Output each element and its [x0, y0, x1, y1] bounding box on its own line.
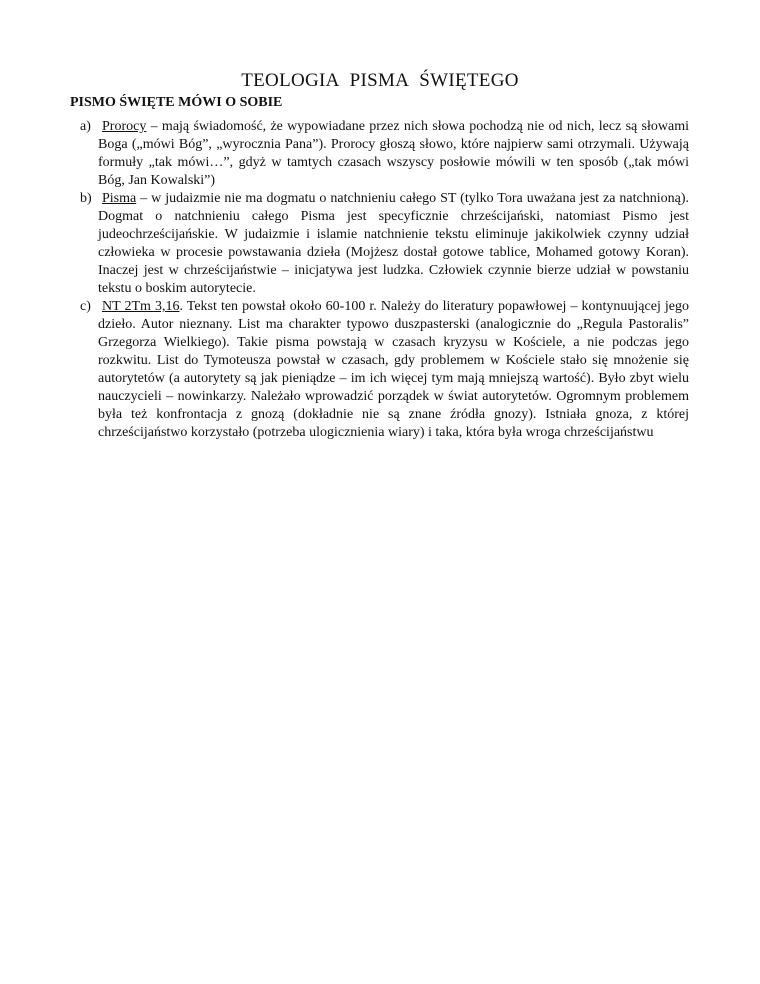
document-title: TEOLOGIA PISMA ŚWIĘTEGO — [241, 70, 519, 91]
list-item-c — [70, 298, 689, 442]
list-item-text: – w judaizmie nie ma dogmatu o natchnieniu całego ST (tylko Tora uważana jest za natchnioną). Dogmat o natchnieniu całego Pisma jest specyficznie chrześcijański, natomiast Pismo jest judeochrześcijańskie. W judaizmie i islamie natchnienie tekstu eliminuje jakikolwiek czynny udział człowieka w procesie powstawania dzieła (Mojżesz dostał gotowe tablice, Mohamed gotowy Koran). Inaczej jest w chrześcijaństwie – inicjatywa jest ludzka. Człowiek czynnie bierze udział w powstaniu tekstu o boskim autorytecie. — [98, 191, 689, 296]
list-item-text: . Tekst ten powstał około 60-100 r. Należy do literatury popawłowej – kontynuującej jego dzieło. Autor nieznany. List ma charakter typowo duszpasterski (analogicznie do „Regula Pastoralis” Grzegorza Wielkiego). Takie pisma powstają w czasach kryzysu w Kościele, a nie podczas jego rozkwitu. List do Tymoteusza powstał w czasach, gdy problemem w Kościele stało się mnożenie się autorytetów (a autorytety są jak pieniądze – im ich więcej tym mają mniejszą wartość). Było zbyt wielu nauczycieli – nowinkarzy. Należało wprowadzić porządek w świat autorytetów. Ogromnym problemem była też konfrontacja z gnozą (dokładnie nie są znane źródła gnozy). Istniała gnoza, z której chrześcijaństwo korzystało (potrzeba ulogicznienia wiary) i taka, która była wroga chrześcijaństwu — [98, 299, 689, 440]
list-marker: c) — [80, 299, 91, 314]
list-marker: a) — [80, 119, 91, 134]
section-heading: PISMO ŚWIĘTE MÓWI O SOBIE — [70, 95, 283, 110]
list-item-a — [70, 118, 689, 190]
list-item-text: – mają świadomość, że wypowiadane przez nich słowa pochodzą nie od nich, lecz są słowami Boga („mówi Bóg”, „wyrocznia Pana”). Prorocy głoszą słowo, które najpierw sami otrzymali. Używają formuły „tak mówi…”, gdyż w tamtych czasach wszyscy posłowie mówili w ten sposób („tak mówi Bóg, Jan Kowalski”) — [98, 119, 689, 188]
list-item-b — [70, 190, 689, 298]
list-item-term: NT 2Tm 3,16 — [102, 299, 180, 314]
item-list — [70, 118, 689, 442]
list-marker: b) — [80, 191, 92, 206]
list-item-term: Prorocy — [102, 119, 147, 134]
list-item-term: Pisma — [102, 191, 137, 206]
